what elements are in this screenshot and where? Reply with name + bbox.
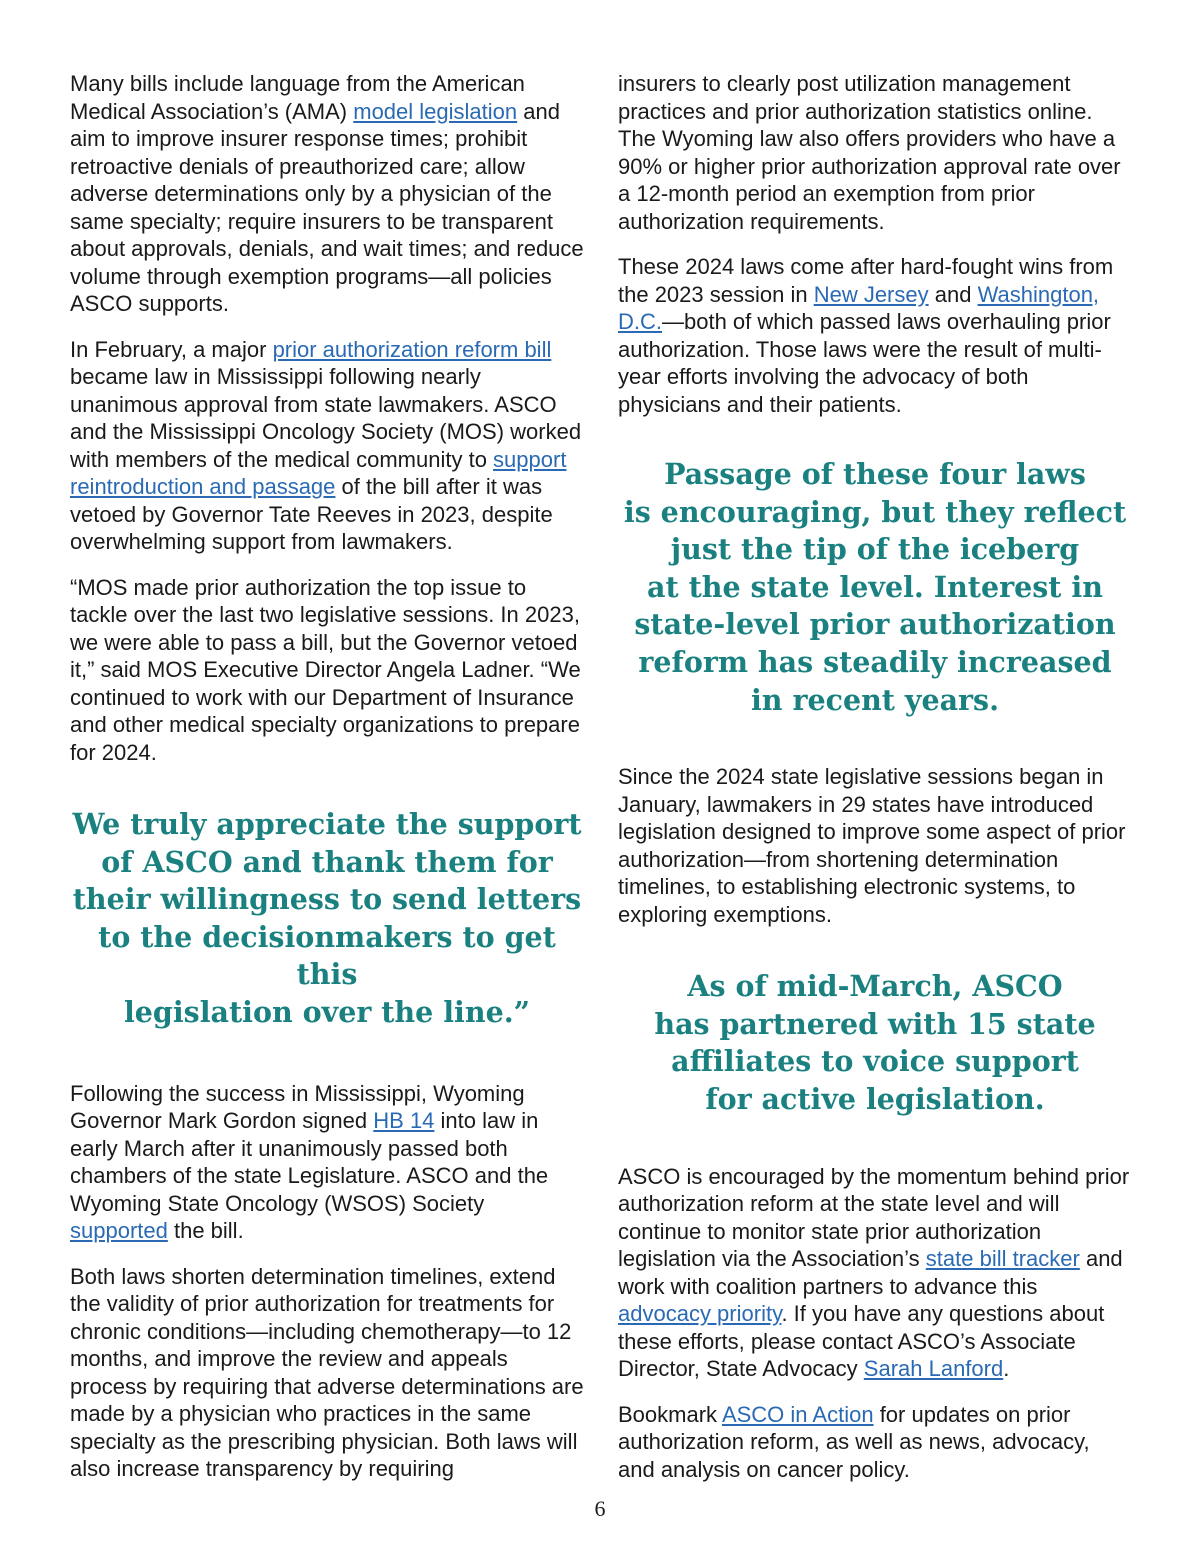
text-span: . If you have any questions about these efforts, please contact ASCO’s Associate Director, State Advocacy [618,1301,1105,1382]
pull-quote-line: of ASCO and thank them for [101,844,553,879]
pull-quote-line: reform has steadily increased [638,644,1112,679]
link-new-jersey[interactable]: New Jersey [813,281,929,307]
pull-quote-line: just the tip of the iceberg [670,532,1080,567]
link-sarah-lanford[interactable]: Sarah Lanford [863,1356,1004,1382]
text-span: Many bills include language from the American Medical Association’s (AMA) [70,71,525,124]
paragraph-mos-quote [70,574,584,767]
text-span: Both laws shorten determination timelines, extend the validity of prior authorization for treatments for chronic conditions—including chemotherapy—to 12 months, and improve the review and appeals process by requiring that adverse determinations are made by a physician who practices in the same specialty as the prescribing physician. Both laws will also increase transparency by requiring [70,1263,584,1482]
paragraph-asco-encouraged [618,1163,1132,1383]
paragraph-insurers-post [618,70,1132,235]
pull-quote-line: affiliates to voice support [671,1044,1079,1079]
link-prior-authorization-reform-bill[interactable]: prior authorization reform bill [272,336,552,362]
text-span: “MOS made prior authorization the top issue to tackle over the last two legislative sessions. In 2023, we were able to pass a bill, but the Governor vetoed it,” said MOS Executive Director Angela Ladner. “We continued to work with our Department of Insurance and other medical specialty organizations to prepare for 2024. [70,574,581,765]
pull-quote-line: for active legislation. [705,1081,1045,1116]
link-hb-14[interactable]: HB 14 [373,1108,435,1134]
paragraph-ama-model [70,70,584,318]
page-number: 6 [594,1496,606,1521]
text-span: into law in early March after it unanimously passed both chambers of the state Legislature. ASCO and the Wyoming State Oncology (WSOS) Society [70,1108,549,1216]
paragraph-both-laws [70,1263,584,1483]
link-state-bill-tracker[interactable]: state bill tracker [925,1246,1080,1272]
link-asco-in-action[interactable]: ASCO in Action [721,1401,874,1427]
pull-quote-appreciation [70,806,584,1032]
pull-quote-line: Passage of these four laws [664,457,1086,491]
left-column [70,70,584,1501]
paragraph-bookmark [618,1401,1132,1484]
link-supported[interactable]: supported [70,1218,168,1244]
pull-quote-four-laws [618,456,1132,719]
paragraph-mississippi [70,336,584,556]
pull-quote-line: state-level prior authorization [634,607,1116,642]
paragraph-2024-laws [618,253,1132,418]
link-washington-dc[interactable]: Washington, D.C. [618,281,1100,334]
text-span: Since the 2024 state legislative sessions began in January, lawmakers in 29 states have introduced legislation designed to improve some aspect of prior authorization—from shortening determination timelines, to establishing electronic systems, to exploring exemptions. [618,764,1126,927]
text-span: of the bill after it was vetoed by Governor Tate Reeves in 2023, despite overwhelming support from lawmakers. [70,474,553,554]
text-span: In February, a major [70,336,273,362]
text-span: and aim to improve insurer response times; prohibit retroactive denials of preauthorized care; allow adverse determinations only by a physician of the same specialty; require insurers to be transparent about approvals, denials, and wait times; and reduce volume through exemption programs—all policies ASCO supports. [70,98,584,316]
text-span: —both of which passed laws overhauling prior authorization. Those laws were the result of multi-year efforts involving the advocacy of both physicians and their patients. [618,309,1111,417]
pull-quote-line: legislation over the line.” [123,994,531,1029]
pull-quote-line: is encouraging, but they reflect [623,494,1127,529]
text-span: and work with coalition partners to advance this [618,1246,1123,1299]
pull-quote-line: As of mid-March, ASCO [687,969,1063,1004]
pull-quote-mid-march [618,968,1132,1118]
text-span: and [928,281,978,307]
text-span: These 2024 laws come after hard-fought wins from the 2023 session in [618,254,1114,307]
link-advocacy-priority[interactable]: advocacy priority [618,1301,782,1327]
pull-quote-line: their willingness to send letters [72,882,582,917]
text-span: became law in Mississippi following nearly unanimous approval from state lawmakers. ASCO and the Mississippi Oncology Society (MOS) worked with members of the medical community to [70,364,582,472]
pull-quote-line: has partnered with 15 state [654,1006,1096,1041]
text-span: Following the success in Mississippi, Wyoming Governor Mark Gordon signed [70,1080,525,1134]
link-model-legislation[interactable]: model legislation [353,98,518,124]
text-span: for updates on prior authorization reform, as well as news, advocacy, and analysis on cancer policy. [618,1401,1090,1482]
paragraph-29-states [618,763,1132,928]
link-support-reintroduction[interactable]: support reintroduction and passage [70,446,567,499]
pull-quote-line: to the decisionmakers to get this [98,919,556,992]
text-span: the bill. [167,1218,244,1244]
text-span: Bookmark [618,1401,722,1427]
pull-quote-line: in recent years. [750,682,1000,717]
pull-quote-line: at the state level. Interest in [647,569,1103,604]
text-span: ASCO is encouraged by the momentum behind prior authorization reform at the state level and will continue to monitor state prior authorization legislation via the Association’s [618,1163,1130,1272]
paragraph-wyoming [70,1080,584,1245]
right-column [618,70,1132,1501]
text-span: insurers to clearly post utilization management practices and prior authorization statistics online. The Wyoming law also offers providers who have a 90% or higher prior authorization approval rate over a 12-month period an exemption from prior authorization requirements. [618,71,1121,234]
text-span: . [1003,1356,1010,1382]
pull-quote-line: We truly appreciate the support [72,807,582,841]
